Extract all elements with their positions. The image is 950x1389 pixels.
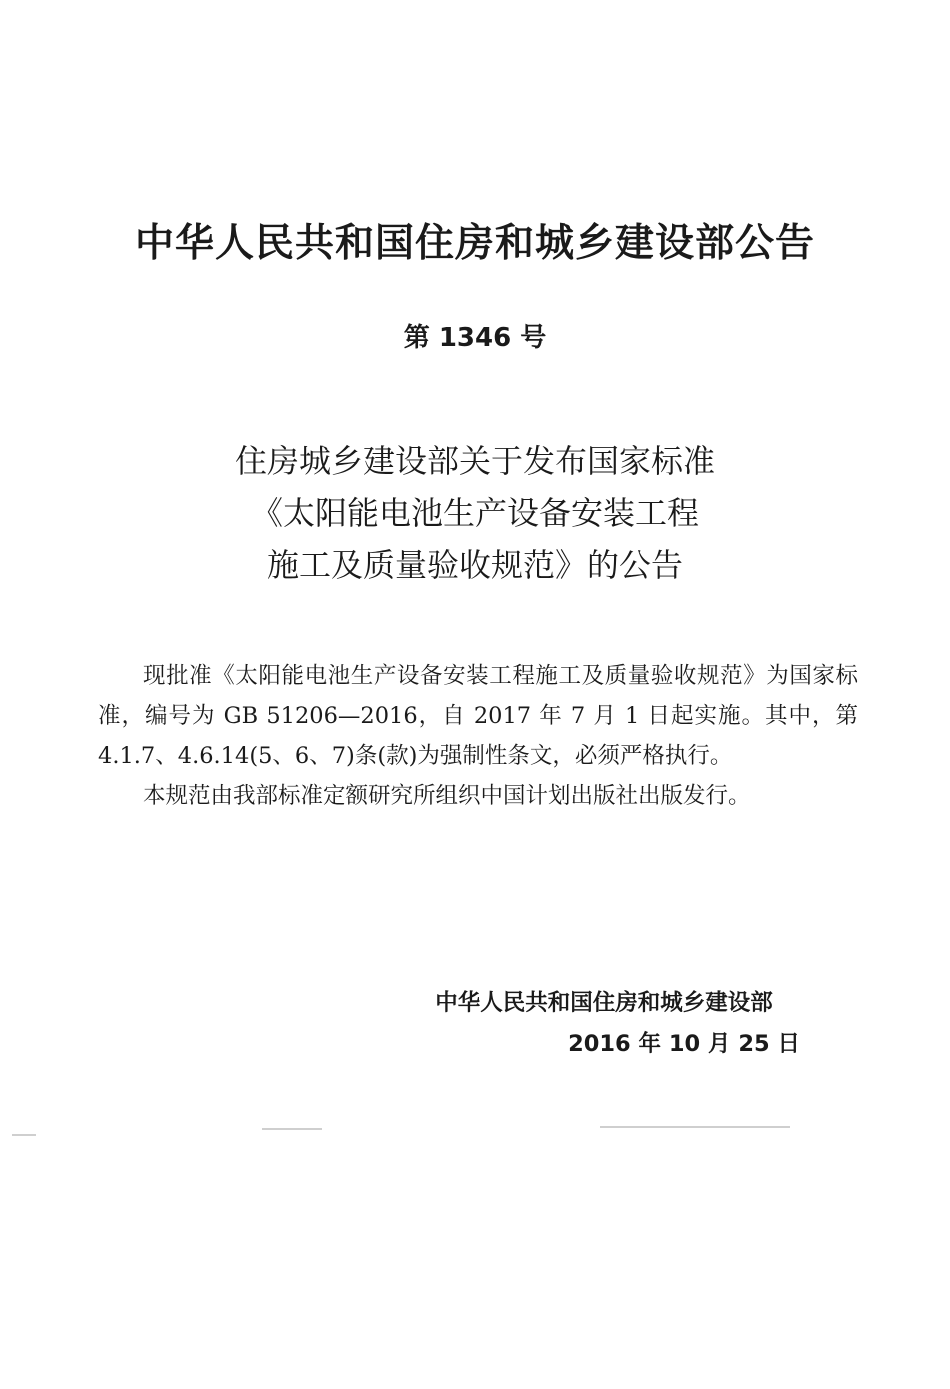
issue-date: 2016 年 10 月 25 日 (568, 1031, 800, 1057)
body-paragraph: 现批准《太阳能电池生产设备安装工程施工及质量验收规范》为国家标准，编号为 GB 51206—2016，自 2017 年 7 月 1 日起实施。其中，第 4.1.7、4.6.14(5、6、7)条(款)为强制性条文，必须严格执行。 (98, 663, 858, 769)
body-paragraph: 本规范由我部标准定额研究所组织中国计划出版社出版发行。 (143, 783, 751, 809)
announcement-title: 中华人民共和国住房和城乡建设部公告 (134, 221, 815, 266)
scan-artifact (600, 1126, 790, 1128)
issuing-authority: 中华人民共和国住房和城乡建设部 (435, 990, 773, 1016)
heading-line: 《太阳能电池生产设备安装工程 (250, 494, 699, 532)
heading-line: 住房城乡建设部关于发布国家标准 (234, 442, 715, 480)
announcement-heading (0, 435, 950, 591)
scan-artifact (12, 1134, 36, 1136)
scan-artifact (262, 1128, 322, 1130)
announcement-body (98, 656, 858, 816)
heading-line: 施工及质量验收规范》的公告 (266, 546, 683, 584)
notice-number: 第 1346 号 (403, 323, 547, 353)
